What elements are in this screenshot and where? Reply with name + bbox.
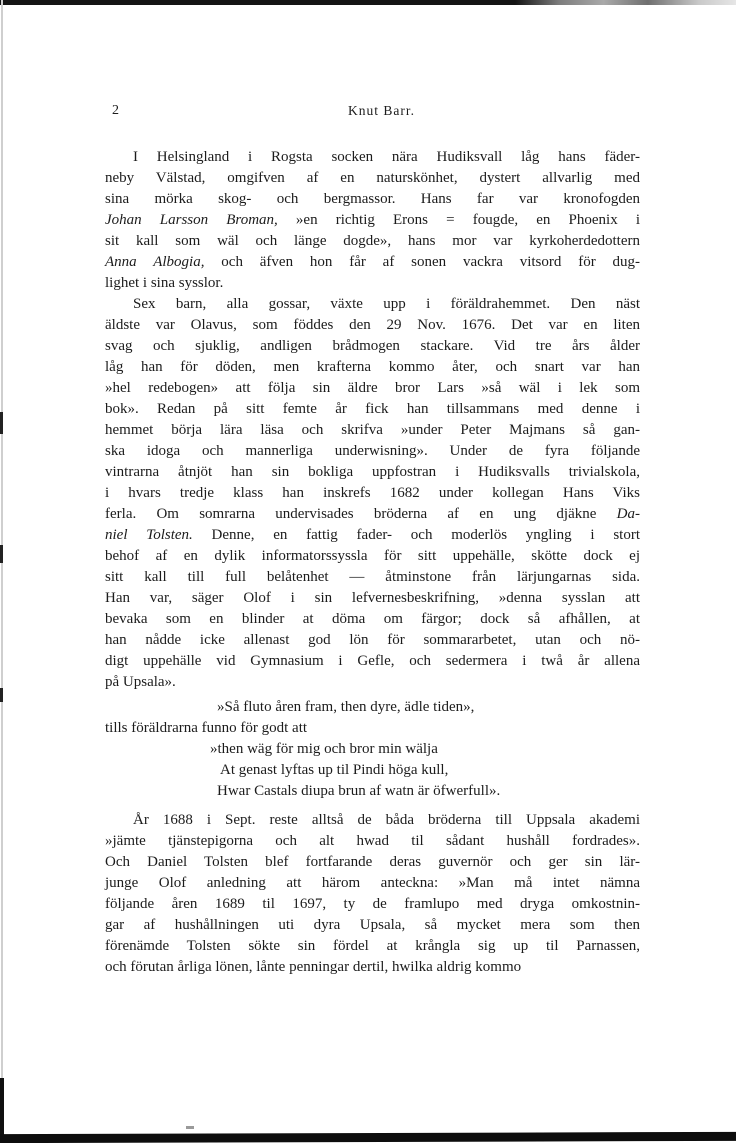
text-segment: Och Daniel Tolsten blef fortfarande deras guvernör och ger sin lär-: [105, 854, 640, 870]
paragraph: [105, 294, 640, 693]
running-title: Knut Barr.: [348, 103, 415, 118]
text-line: [105, 420, 640, 441]
text-segment: svag och sjuklig, andligen brådmogen stackare. Vid tre års ålder: [105, 338, 640, 354]
text-line: [105, 672, 640, 693]
text-segment: förenämde Tolsten sökte sin fördel at krångla sig up til Parnassen,: [105, 938, 640, 954]
page-header: [105, 103, 640, 123]
text-line: [105, 315, 640, 336]
paragraph: [105, 810, 640, 978]
text-line: [105, 567, 640, 588]
text-line: [105, 831, 640, 852]
text-line: [105, 378, 640, 399]
scan-gutter-line: [1, 0, 3, 1143]
text-line: [210, 739, 640, 760]
scan-edge-bottom: [0, 1132, 736, 1143]
text-line: [217, 781, 640, 802]
text-segment: och äfven hon får af sonen vackra vitsord för dug-: [204, 254, 641, 270]
text-segment: »en richtig Erons = fougde, en Phoenix i: [277, 212, 640, 228]
text-segment: låg han för döden, men krafterna kommo åter, och snart var han: [105, 359, 640, 375]
text-segment: Han var, säger Olof i sin lefvernesbeskrifning, »denna sysslan att: [105, 590, 640, 606]
verse-block: [105, 697, 640, 802]
text-segment: lighet i sina sysslor.: [105, 275, 224, 291]
text-line: [105, 399, 640, 420]
paragraph: [105, 147, 640, 294]
text-segment: digt uppehälle vid Gymnasium i Gefle, och sedermera i twå år allena: [105, 653, 640, 669]
text-segment: bevaka som en blinder at döma om färgor; dock så afhållen, at: [105, 611, 640, 627]
text-segment: neby Välstad, omgifven af en naturskönhet, dystert allvarlig med: [105, 170, 640, 186]
text-line: [105, 441, 640, 462]
text-segment: sina mörka skog- och bergmassor. Hans far var kronofogden: [105, 191, 640, 207]
text-segment: på Upsala».: [105, 674, 176, 690]
italic-text: Johan Larsson Broman,: [105, 212, 278, 228]
text-segment: »then wäg för mig och bror min wälja: [210, 741, 438, 757]
text-line: [105, 273, 640, 294]
text-line: [105, 210, 640, 231]
text-line: [105, 294, 640, 315]
text-segment: äldste var Olavus, som föddes den 29 Nov. 1676. Det var en liten: [105, 317, 640, 333]
text-line: [105, 630, 640, 651]
text-line: [105, 894, 640, 915]
text-line: [105, 168, 640, 189]
scan-edge-top: [0, 0, 736, 5]
text-segment: ferla. Om somrarna undervisades bröderna af en ung djäkne: [105, 506, 617, 522]
text-line: [217, 697, 640, 718]
text-line: [105, 651, 640, 672]
text-segment: behof af en dylik informatorssyssla för sitt uppehälle, skötte dock ej: [105, 548, 640, 564]
text-segment: At genast lyftas up til Pindi höga kull,: [220, 762, 449, 778]
text-segment: sit kall som wäl och länge dogde», hans mor var kyrkoherdedottern: [105, 233, 640, 249]
text-line: [105, 588, 640, 609]
scan-artifact: [0, 688, 3, 702]
text-segment: bok». Redan på sitt femte år fick han tillsammans med denne i: [105, 401, 640, 417]
text-line: [105, 336, 640, 357]
italic-text: niel Tolsten.: [105, 527, 193, 543]
text-line: [105, 546, 640, 567]
italic-text: Da-: [616, 506, 640, 522]
text-segment: Hwar Castals diupa brun af watn är öfwerfull».: [217, 783, 501, 799]
text-segment: hemmet börja lära läsa och skrifva »under Peter Majmans så gan-: [105, 422, 640, 438]
text-segment: junge Olof anledning att härom anteckna: »Man må intet nämna: [105, 875, 640, 891]
text-line: [105, 252, 640, 273]
text-line: [105, 231, 640, 252]
text-line: [105, 147, 640, 168]
page-body: [105, 147, 640, 978]
text-line: [105, 873, 640, 894]
text-segment: tills föräldrarna funno för godt att: [105, 720, 308, 736]
text-segment: »Så fluto åren fram, then dyre, ädle tiden»,: [217, 699, 475, 715]
text-segment: och förutan årliga lönen, lånte penningar dertil, hwilka aldrig kommo: [105, 959, 522, 975]
text-segment: I Helsingland i Rogsta socken nära Hudiksvall låg hans fäder-: [133, 149, 640, 165]
italic-text: Anna Albogia,: [105, 254, 205, 270]
scan-artifact: [186, 1126, 194, 1129]
text-line: [105, 718, 640, 739]
scan-artifact: [0, 545, 3, 563]
text-line: [105, 462, 640, 483]
text-line: [105, 189, 640, 210]
text-segment: »hel redebogen» att följa sin äldre bror Lars »så wäl i lek som: [105, 380, 640, 396]
text-segment: sitt kall till full belåtenhet — åtminstone från lärjungarnas sida.: [105, 569, 640, 585]
text-line: [105, 609, 640, 630]
text-segment: Denne, en fattig fader- och moderlös yngling i stort: [192, 527, 640, 543]
text-segment: År 1688 i Sept. reste alltså de båda bröderna till Uppsala akademi: [133, 812, 640, 828]
text-segment: »jämte tjänstepigorna och alt hwad til sådant hushåll fordrades».: [105, 833, 640, 849]
text-line: [105, 483, 640, 504]
text-line: [105, 852, 640, 873]
text-segment: han nådde icke allenast god lön för sommararbetet, utan och nö-: [105, 632, 640, 648]
page-number: 2: [112, 103, 119, 118]
scan-artifact: [0, 412, 3, 434]
text-line: [105, 525, 640, 546]
text-segment: följande åren 1689 til 1697, ty de framlupo med dryga omkostnin-: [105, 896, 640, 912]
text-line: [105, 357, 640, 378]
text-line: [105, 957, 640, 978]
text-line: [105, 936, 640, 957]
text-segment: gar af hushållningen uti dyra Upsala, så mycket mera som then: [105, 917, 640, 933]
text-segment: Sex barn, alla gossar, växte upp i föräldrahemmet. Den näst: [133, 296, 640, 312]
text-segment: i hvars tredje klass han inskrefs 1682 under kollegan Hans Viks: [105, 485, 640, 501]
text-segment: ska idoga och mannerliga underwisning». Under de fyra följande: [105, 443, 640, 459]
text-segment: vintrarna åtnjöt han sin bokliga uppfostran i Hudiksvalls trivialskola,: [105, 464, 640, 480]
text-line: [105, 504, 640, 525]
text-line: [105, 810, 640, 831]
text-line: [105, 915, 640, 936]
text-line: [220, 760, 640, 781]
